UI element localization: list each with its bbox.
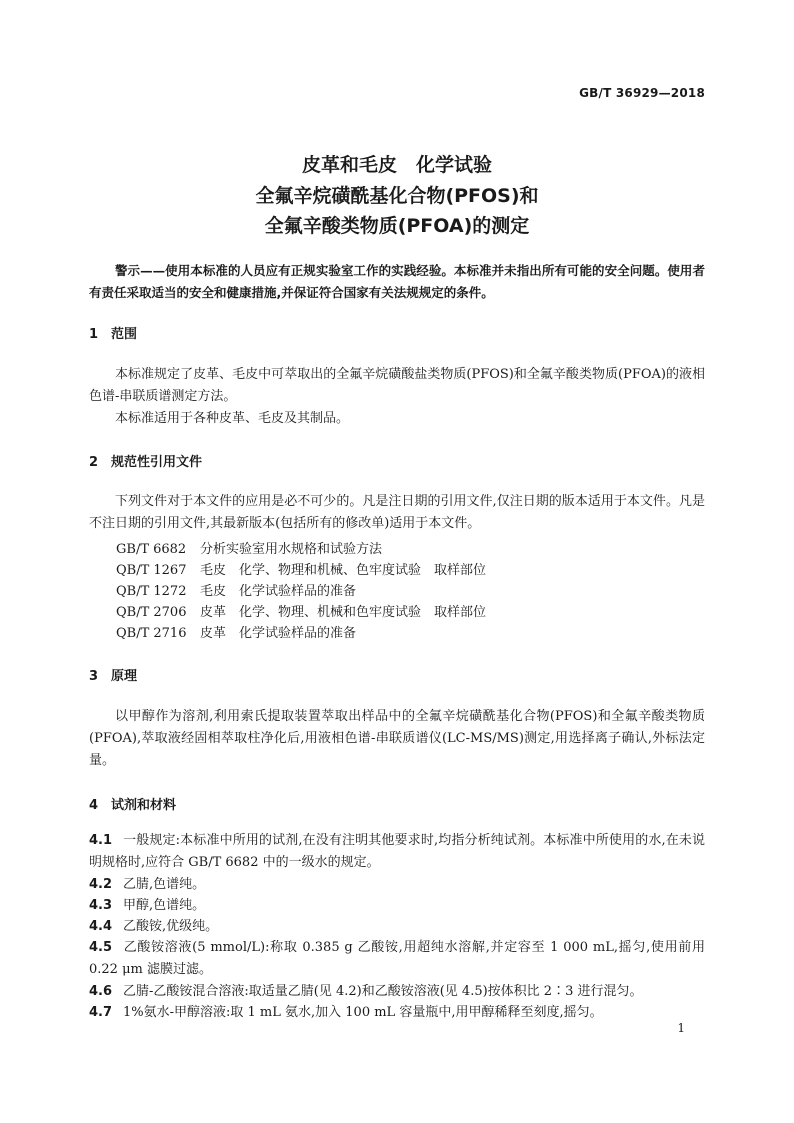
section-3-heading <box>89 665 137 684</box>
clause-text: 乙酸铵,优级纯。 <box>123 919 219 934</box>
reference-item <box>116 559 486 578</box>
clause-4-3 <box>89 895 705 917</box>
section-number: 4 <box>89 798 99 813</box>
section-4-heading <box>89 794 176 813</box>
section-2-heading <box>89 451 202 470</box>
section-title: 原理 <box>111 669 138 684</box>
section-title: 规范性引用文件 <box>111 455 203 470</box>
document-title-line-3: 全氟辛酸类物质(PFOA)的测定 <box>264 215 530 237</box>
reference-title: 皮革 化学试验样品的准备 <box>200 626 357 641</box>
clause-4-4 <box>89 916 705 938</box>
clause-4-6 <box>89 981 705 1003</box>
normative-references-paragraph: 下列文件对于本文件的应用是必不可少的。凡是注日期的引用文件,仅注日期的版本适用于本文件。凡是不注日期的引用文件,其最新版本(包括所有的修改单)适用于本文件。 <box>89 494 705 531</box>
document-title-line-1: 皮革和毛皮 化学试验 <box>301 154 492 176</box>
clause-4-7 <box>89 1002 705 1024</box>
clause-4-1 <box>89 830 705 874</box>
clause-number: 4.2 <box>89 877 113 892</box>
clause-number: 4.5 <box>89 940 113 955</box>
reference-title: 分析实验室用水规格和试验方法 <box>200 542 383 557</box>
clause-4-5 <box>89 937 705 981</box>
reference-item <box>116 601 486 620</box>
clause-4-2 <box>89 874 705 896</box>
clause-text: 1%氨水-甲醇溶液:取 1 mL 氨水,加入 100 mL 容量瓶中,用甲醇稀释至刻度,摇匀。 <box>123 1005 603 1020</box>
standard-number: GB/T 36929—2018 <box>579 86 705 100</box>
section-title: 试剂和材料 <box>111 798 177 813</box>
clause-number: 4.3 <box>89 898 113 913</box>
reference-item <box>116 622 356 641</box>
reference-item <box>116 538 382 557</box>
warning-paragraph: 警示——使用本标准的人员应有正规实验室工作的实践经验。本标准并未指出所有可能的安全问题。使用者有责任采取适当的安全和健康措施,并保证符合国家有关法规规定的条件。 <box>89 263 705 300</box>
page-number: 1 <box>677 1021 685 1035</box>
clause-number: 4.6 <box>89 984 113 999</box>
reference-code: QB/T 1267 <box>116 563 187 578</box>
document-title-line-2: 全氟辛烷磺酰基化合物(PFOS)和 <box>255 185 539 207</box>
reference-item <box>116 580 356 599</box>
reference-code: QB/T 2706 <box>116 605 187 620</box>
clause-text: 乙腈,色谱纯。 <box>123 877 206 892</box>
reference-title: 皮革 化学、物理、机械和色牢度试验 取样部位 <box>200 605 487 620</box>
clause-number: 4.7 <box>89 1005 113 1020</box>
section-number: 2 <box>89 455 99 470</box>
reference-code: QB/T 1272 <box>116 584 187 599</box>
section-title: 范围 <box>111 327 138 342</box>
clause-text: 一般规定:本标准中所用的试剂,在没有注明其他要求时,均指分析纯试剂。本标准中所使用的水,在未说明规格时,应符合 GB/T 6682 中的一级水的规定。 <box>89 833 705 870</box>
clause-number: 4.4 <box>89 919 113 934</box>
clause-text: 乙酸铵溶液(5 mmol/L):称取 0.385 g 乙酸铵,用超纯水溶解,并定容至 1 000 mL,摇匀,使用前用 0.22 μm 滤膜过滤。 <box>89 940 705 977</box>
principle-paragraph: 以甲醇作为溶剂,利用索氏提取装置萃取出样品中的全氟辛烷磺酰基化合物(PFOS)和全氟辛酸类物质(PFOA),萃取液经固相萃取柱净化后,用液相色谱-串联质谱仪(LC-MS/MS)测定,用选择离子确认,外标法定量。 <box>89 709 705 768</box>
section-1-heading <box>89 323 137 342</box>
reference-title: 毛皮 化学试验样品的准备 <box>200 584 357 599</box>
clause-text: 乙腈-乙酸铵混合溶液:取适量乙腈(见 4.2)和乙酸铵溶液(见 4.5)按体积比 2∶3 进行混匀。 <box>123 984 643 999</box>
section-number: 3 <box>89 669 99 684</box>
clause-number: 4.1 <box>89 833 113 848</box>
reference-code: QB/T 2716 <box>116 626 187 641</box>
scope-paragraph-2: 本标准适用于各种皮革、毛皮及其制品。 <box>115 411 350 426</box>
section-number: 1 <box>89 327 99 342</box>
scope-paragraph-1: 本标准规定了皮革、毛皮中可萃取出的全氟辛烷磺酸盐类物质(PFOS)和全氟辛酸类物质(PFOA)的液相色谱-串联质谱测定方法。 <box>89 367 705 404</box>
reference-title: 毛皮 化学、物理和机械、色牢度试验 取样部位 <box>200 563 487 578</box>
clause-text: 甲醇,色谱纯。 <box>123 898 206 913</box>
reference-code: GB/T 6682 <box>116 542 187 557</box>
